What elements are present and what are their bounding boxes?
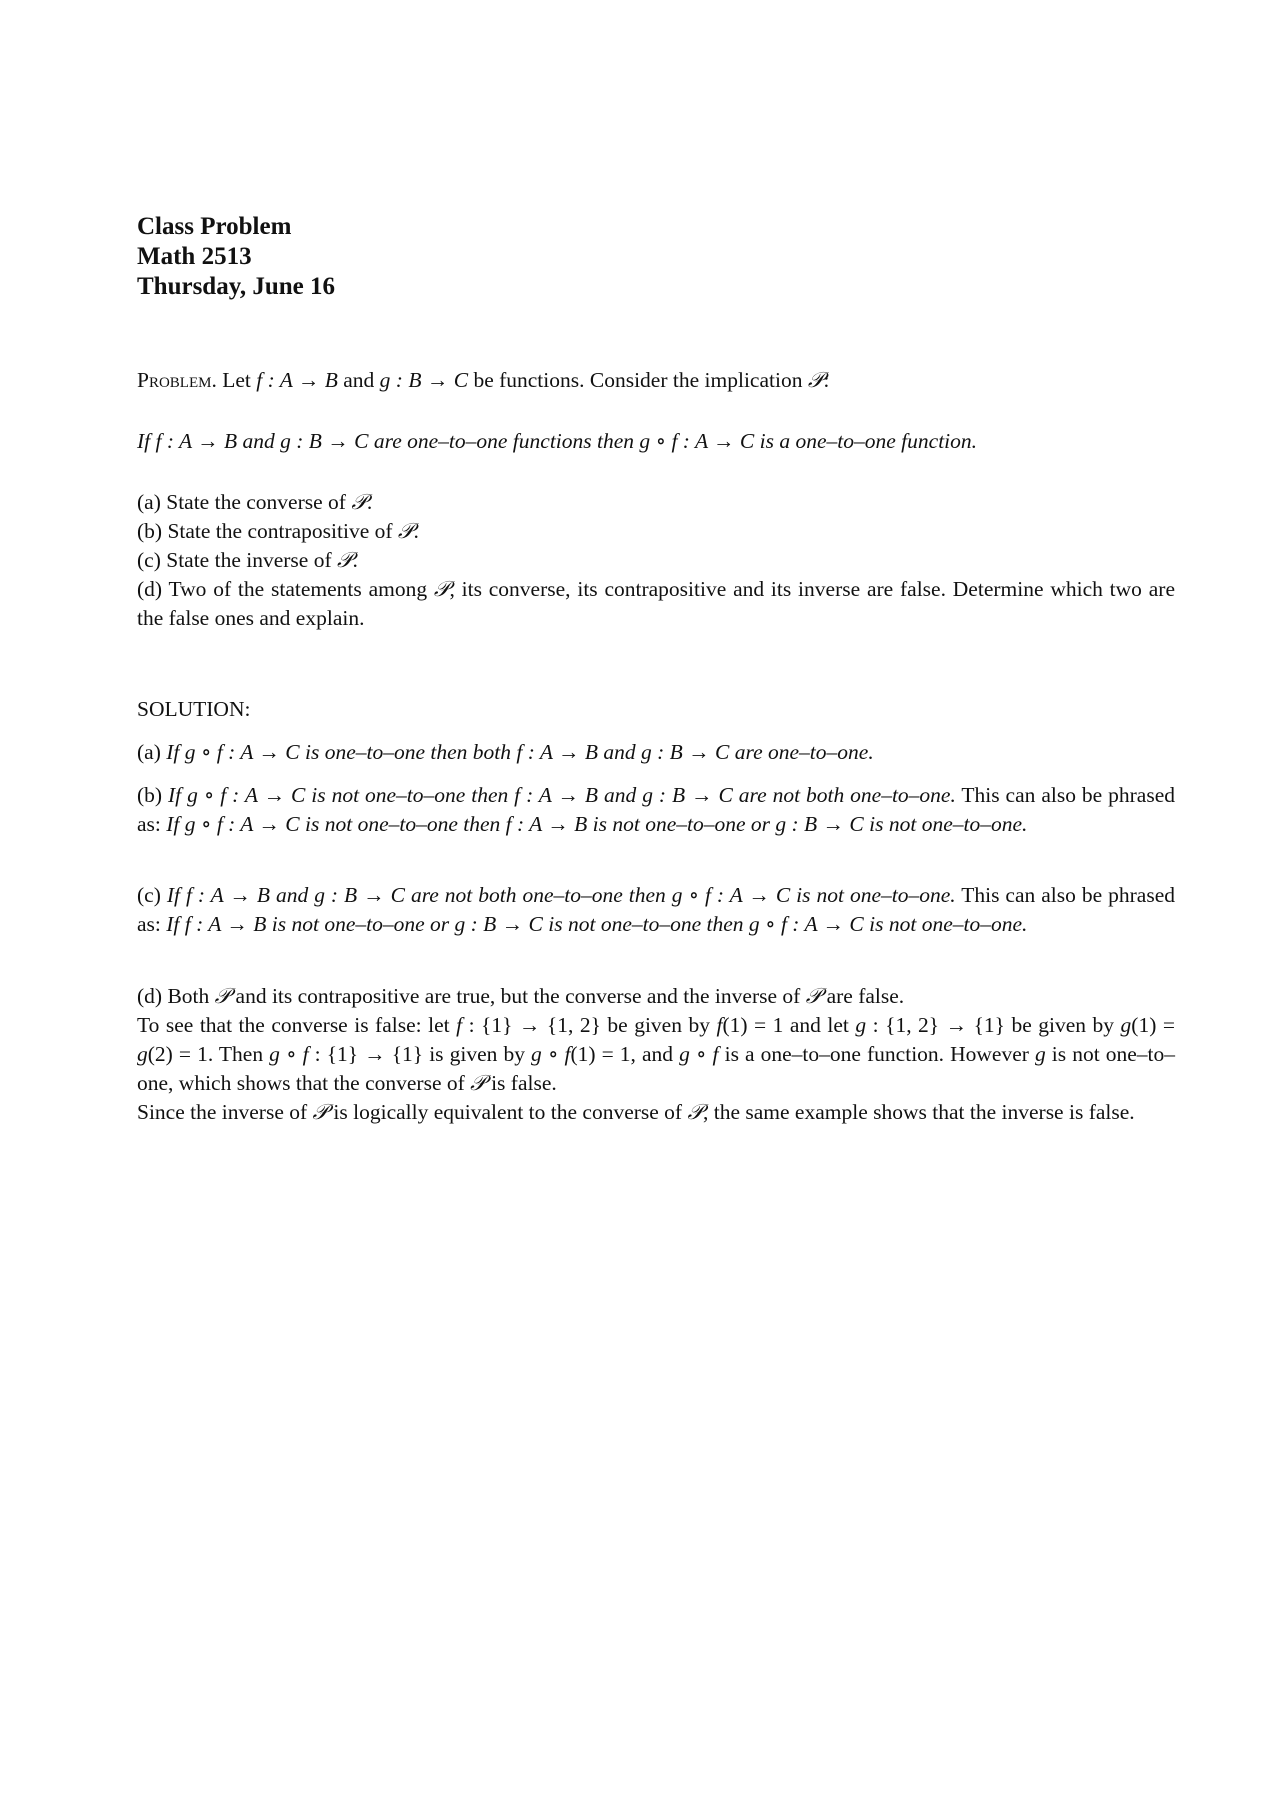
text-segment: To see that the converse is false: let (137, 1013, 457, 1037)
text-segment: 𝒫 (807, 368, 824, 392)
solution-b (137, 781, 1175, 839)
solution-d (137, 982, 1175, 1127)
text-segment: If g ∘ f : A → C is not one–to–one then f : A → B and g : B → C are not both one–to–one. (168, 783, 956, 807)
text-segment: : (823, 368, 830, 392)
text-segment: : {1} → {1, 2} be given by (462, 1013, 717, 1037)
text-segment: This can also be phrased as: (137, 783, 1175, 836)
text-segment: g ∘ f (679, 1042, 719, 1066)
text-segment: 𝒫 (687, 1100, 703, 1124)
text-segment: 𝒫 (214, 984, 231, 1008)
text-segment: be functions. Consider the implication (468, 368, 808, 392)
text-segment: g ∘ f (531, 1042, 571, 1066)
text-segment: This can also be phrased as: (137, 883, 1175, 936)
text-segment: (b) State the contrapositive of (137, 519, 398, 543)
text-segment: If f : A → B is not one–to–one or g : B → C is not one–to–one then g ∘ f : A → C is not one–to–one. (166, 912, 1028, 936)
text-segment: , its converse, its contrapositive and its inverse are false. Determine which two are the false ones and explain. (137, 577, 1175, 630)
text-segment: 𝒫 (805, 984, 822, 1008)
text-segment: 𝒫 (433, 577, 450, 601)
text-segment: g (1034, 1042, 1046, 1066)
document-header (137, 212, 335, 302)
text-segment: and (337, 368, 380, 392)
text-segment: is not one–to–one, which shows that the converse of (137, 1042, 1176, 1095)
header-date: Thursday, June 16 (137, 273, 335, 300)
text-segment: Let (216, 368, 257, 392)
text-segment: 𝒫 (397, 519, 414, 543)
implication-p (137, 427, 1175, 456)
text-segment: (c) State the inverse of (137, 548, 337, 572)
header-course: Math 2513 (137, 243, 252, 270)
text-segment: Problem. (137, 368, 217, 392)
text-segment: and its contrapositive are true, but the converse and the inverse of (230, 984, 806, 1008)
text-segment: , the same example shows that the inverse is false. (702, 1100, 1135, 1124)
text-segment: (1) = (1131, 1013, 1175, 1037)
text-segment: 𝒫 (470, 1071, 486, 1095)
problem-parts (137, 488, 1175, 633)
text-segment: If g ∘ f : A → C is not one–to–one then f : A → B is not one–to–one or g : B → C is not one–to–one. (166, 812, 1028, 836)
text-segment: g (1120, 1013, 1132, 1037)
text-segment: f (456, 1013, 463, 1037)
text-segment: : {1} → {1} is given by (308, 1042, 532, 1066)
text-segment: (1) = 1 and let (722, 1013, 856, 1037)
text-segment: If g ∘ f : A → C is one–to–one then both f : A → B and g : B → C are one–to–one. (166, 740, 874, 764)
problem-statement (137, 366, 1175, 395)
text-segment: (d) Both (137, 984, 215, 1008)
text-segment: (1) = 1, and (570, 1042, 680, 1066)
text-segment: is logically equivalent to the converse of (328, 1100, 688, 1124)
text-segment: f : A → B (256, 368, 338, 392)
text-segment: Since the inverse of (137, 1100, 313, 1124)
text-segment: 𝒫 (337, 548, 353, 572)
solution-c (137, 881, 1175, 939)
text-segment: 𝒫 (351, 490, 367, 514)
text-segment: : {1, 2} → {1} be given by (866, 1013, 1121, 1037)
text-segment: If f : A → B and g : B → C are not both one–to–one then g ∘ f : A → C is not one–to–one. (166, 883, 956, 907)
text-segment: If f : A → B and g : B → C are one–to–one functions then g ∘ f : A → C is a one–to–one function. (137, 429, 978, 453)
text-segment: (2) = 1. Then (147, 1042, 270, 1066)
text-segment: (c) (137, 883, 167, 907)
text-segment: (a) (137, 740, 167, 764)
solution-a (137, 738, 1175, 767)
text-segment: . (366, 490, 373, 514)
text-segment: are false. (821, 984, 905, 1008)
text-segment: SOLUTION: (137, 697, 251, 721)
text-segment: . (413, 519, 419, 543)
text-segment: is a one–to–one function. However (718, 1042, 1035, 1066)
text-segment: (a) State the converse of (137, 490, 352, 514)
text-segment: f (716, 1013, 723, 1037)
text-segment: g : B → C (379, 368, 469, 392)
text-segment: 𝒫 (312, 1100, 329, 1124)
text-segment: . (352, 548, 358, 572)
text-segment: (b) (137, 783, 169, 807)
text-segment: is false. (485, 1071, 557, 1095)
header-title: Class Problem (137, 213, 292, 240)
text-segment: g (137, 1042, 148, 1066)
text-segment: g (855, 1013, 867, 1037)
solution-heading (137, 695, 1175, 724)
text-segment: g ∘ f (269, 1042, 309, 1066)
text-segment: (d) Two of the statements among (137, 577, 434, 601)
